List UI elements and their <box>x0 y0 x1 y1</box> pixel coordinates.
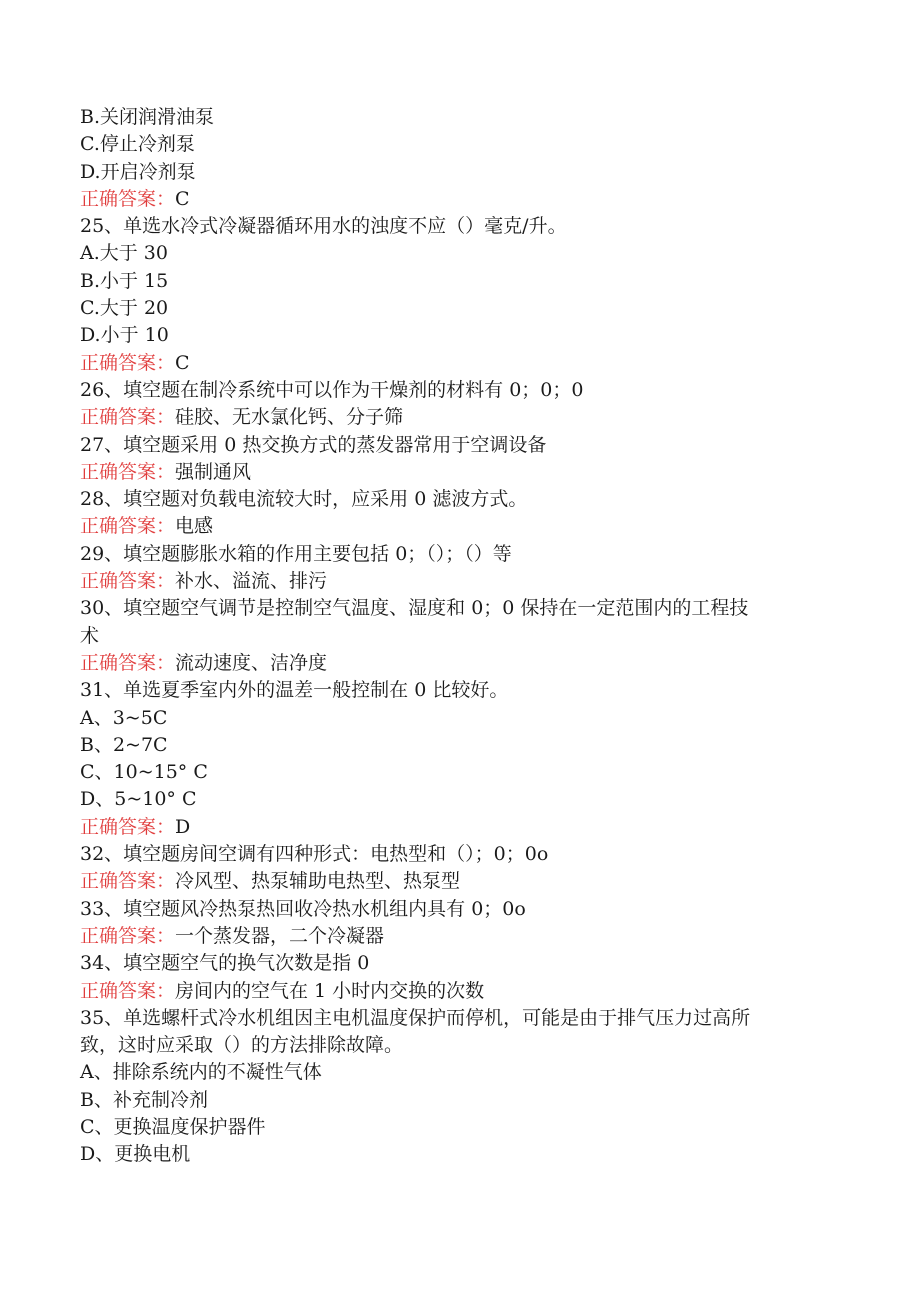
text-line: D.小于 10 <box>80 324 169 347</box>
text-line: 32、填空题房间空调有四种形式：电热型和（）；0；0o <box>80 843 549 866</box>
text-line: A、排除系统内的不凝性气体 <box>80 1061 322 1084</box>
text-line: B.关闭润滑油泵 <box>80 106 215 128</box>
text-line: 术 <box>80 624 100 647</box>
text-line: 28、填空题对负载电流较大时，应采用 0 滤波方式。 <box>80 488 528 511</box>
answer-value: 冷风型、热泵辅助电热型、热泵型 <box>175 870 461 893</box>
answer-line <box>80 404 850 431</box>
answer-value: 一个蒸发器，二个冷凝器 <box>175 924 385 947</box>
answer-label: 正确答案： <box>80 187 176 210</box>
answer-line <box>80 513 850 540</box>
text-line: B、2~7C <box>80 733 168 756</box>
answer-value: 强制通风 <box>175 460 252 483</box>
answer-line <box>80 650 850 677</box>
answer-label: 正确答案： <box>80 651 176 674</box>
answer-line <box>80 350 850 377</box>
answer-value: 硅胶、无水氯化钙、分子筛 <box>175 406 404 429</box>
answer-line <box>80 868 850 895</box>
answer-line <box>80 568 850 595</box>
text-line: 29、填空题膨胀水箱的作用主要包括 0；（）；（）等 <box>80 542 512 565</box>
answer-line <box>80 186 850 213</box>
text-line: C、更换温度保护器件 <box>80 1115 266 1138</box>
answer-label: 正确答案： <box>80 979 176 1002</box>
answer-label: 正确答案： <box>80 815 176 838</box>
text-line: C、10~15° C <box>80 761 208 784</box>
answer-label: 正确答案： <box>80 515 176 538</box>
text-line: A.大于 30 <box>80 242 168 265</box>
answer-value: D <box>175 815 191 838</box>
document-body <box>80 104 850 1169</box>
text-line: A、3~5C <box>80 706 168 729</box>
text-line: 致，这时应采取（）的方法排除故障。 <box>80 1034 404 1057</box>
answer-value: C <box>175 351 190 374</box>
text-line: D.开启冷剂泵 <box>80 160 196 183</box>
answer-line <box>80 923 850 950</box>
text-line: C.大于 20 <box>80 297 169 320</box>
text-line: D、更换电机 <box>80 1143 191 1166</box>
text-line: 30、填空题空气调节是控制空气温度、湿度和 0；0 保持在一定范围内的工程技 <box>80 597 749 620</box>
text-line: 33、填空题风冷热泵热回收冷热水机组内具有 0；0o <box>80 897 526 920</box>
answer-line <box>80 459 850 486</box>
text-line: 27、填空题采用 0 热交换方式的蒸发器常用于空调设备 <box>80 433 547 456</box>
text-line: 35、单选螺杆式冷水机组因主电机温度保护而停机，可能是由于排气压力过高所 <box>80 1006 751 1029</box>
text-line: 26、填空题在制冷系统中可以作为干燥剂的材料有 0；0；0 <box>80 378 584 401</box>
answer-line <box>80 978 850 1005</box>
answer-line <box>80 814 850 841</box>
text-line: D、5~10° C <box>80 788 197 811</box>
answer-label: 正确答案： <box>80 351 176 374</box>
answer-label: 正确答案： <box>80 870 176 893</box>
text-line: C.停止冷剂泵 <box>80 133 195 156</box>
answer-value: C <box>175 187 190 210</box>
answer-value: 流动速度、洁净度 <box>175 651 328 674</box>
answer-label: 正确答案： <box>80 406 176 429</box>
answer-label: 正确答案： <box>80 570 176 593</box>
text-line: 31、单选夏季室内外的温差一般控制在 0 比较好。 <box>80 679 509 702</box>
answer-label: 正确答案： <box>80 460 176 483</box>
text-line: 25、单选水冷式冷凝器循环用水的浊度不应（）毫克/升。 <box>80 215 567 238</box>
text-line: 34、填空题空气的换气次数是指 0 <box>80 952 370 975</box>
answer-value: 房间内的空气在 1 小时内交换的次数 <box>175 979 485 1002</box>
answer-value: 补水、溢流、排污 <box>175 570 328 593</box>
answer-value: 电感 <box>175 515 214 538</box>
answer-label: 正确答案： <box>80 924 176 947</box>
text-line: B.小于 15 <box>80 269 169 292</box>
text-line: B、补充制冷剂 <box>80 1088 208 1111</box>
